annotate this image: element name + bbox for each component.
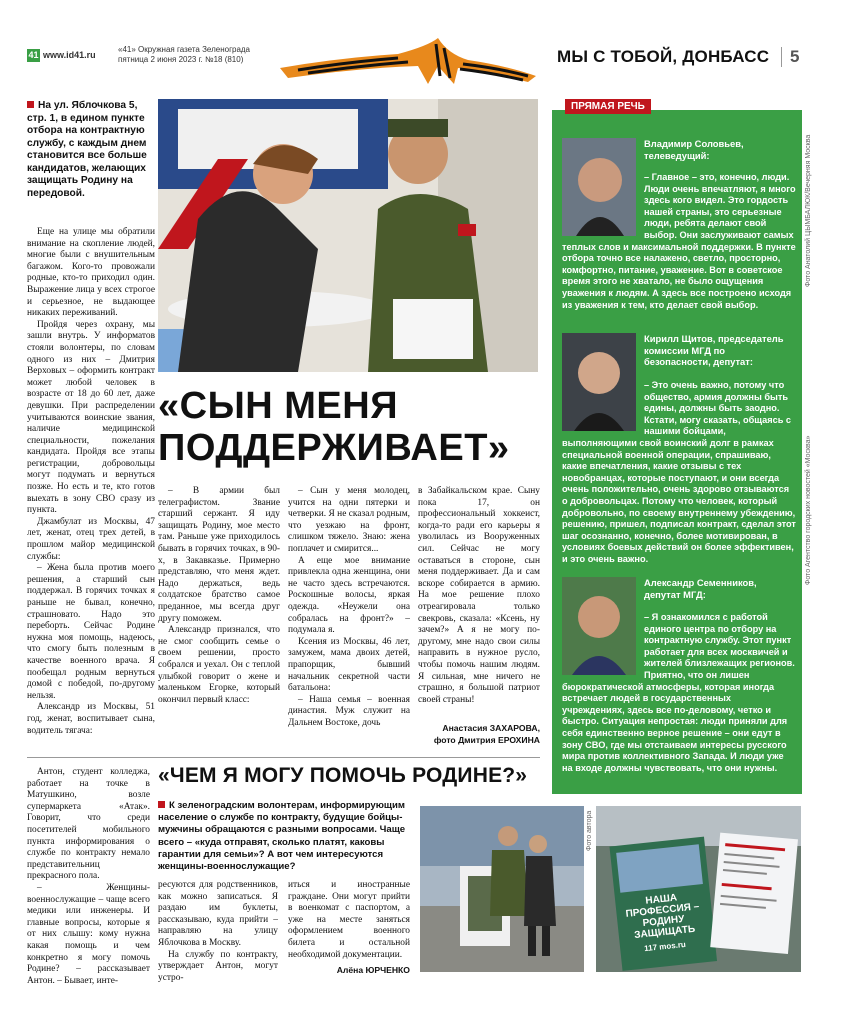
article2-byline: Алёна ЮРЧЕНКО [336,965,410,975]
photo-credit-1: Фото Анатолий ЦЫМБАЛЮК/Вечерняя Москва [805,134,812,287]
byline-photo: фото Дмитрия ЕРОХИНА [433,735,540,745]
article1-col4: в Забайкальском крае. Сыну пока 17, он профессиональный хоккеист, когда-то ради его карьеры я уволилась из Вооруженных сил. Сейчас не могу оставаться в стороне, сын меня поддерживает. Да и сам вскоре собирается в армию. На мое решение плохо отреагировала только свекровь, сказала: «Ксень, ну зачем?» А я не могу по-другому, мне надо свои силы направить в нужное русло, чтобы помочь нашим людям. Я сильная, мне ничего не страшно, я большой патриот своей страны! [418,486,540,705]
photo-credit-author: Фото автора [586,810,593,851]
booklets-photo [596,806,801,972]
byline-author: Анастасия ЗАХАРОВА, [442,723,540,733]
quote1-author: Владимир Соловьев, телеведущий: [644,138,744,161]
quote2-text: – Это очень важно, потому что общество, армия должны быть едины, должны быть заодно. Кстати, могу сказать, общаясь с нашими бойцами, выполняющими свой воинский долг в рамках специальной военной операции, спрашиваю, какие впечатления, какие отзывы с тех новобранцах, которые поступают, и они всегда очень положительно, очень здорово отзываются о добровольцах. Потому что человек, который добровольно, по своему внутреннему убеждению, решению, пришел, подписал контракт, сделал этот шаг осознанно, конечно, более мотивирован, в условиях боевых действий он более эффективен, и это очень важно. [562,380,796,564]
article1-headline [158,385,543,469]
bullet-square-icon [27,101,34,108]
article1-lead: На ул. Яблочкова 5, стр. 1, в едином пункте отбора на контрактную службу, с каждым днем становится все больше кандидатов, желающих защищать Родину на передовой. [27,100,147,199]
direct-speech-tag: ПРЯМАЯ РЕЧЬ [565,99,651,114]
article1-byline [400,722,540,746]
booklet-phone: 117 mos.ru [643,939,687,954]
headline-line2: ПОДДЕРЖИВАЕТ» [158,427,510,469]
quote3-text: – Я ознакомился с работой единого центра по отбору на контрактную службу. Этот пункт работает для всех москвичей и жителей близлежащих регионов. Приятно, что он лишен бюрократической атмосферы, которая иногда встречает людей в государственных учреждениях, здесь все по-деловому, четко и быстро. Ситуация непростая: люди приняли для себя единственно верное решение – они едут в зону СВО, где мы отстаиваем интересы русского мира против коллективного Запада. И люди уже на входе должны чувствовать, что они нужны. [562,612,795,773]
site-logo-icon: 41 [28,50,39,60]
article1-col2: – В армии был телеграфистом. Звание старший сержант. Я иду защищать Родину, мое место там. Раньше уже приходилось бывать в горячих точках, в 90-х, в Закавказье. Примерно представляю, что меня ждет. Надо держаться, ведь солдатское братство самое преданное, мы всегда друг другу поможем. Александр признался, что не смог сообщить семье о своем решении, просто собрался и уехал. Он с теплой улыбкой говорит о жене и маленьком Егорке, который окончил первый класс: [158,486,280,705]
article1-col3: – Сын у меня молодец, учится на одни пятерки и четверки. Я не сказал родным, что уезжаю на фронт, слишком тяжело. Знаю: жена поплачет и смирится... А еще мое внимание привлекла одна женщина, они не часто здесь встречаются. Роскошные волосы, яркая одежда. «Неужели она собралась на фронт?» – подумала я. Ксения из Москвы, 46 лет, замужем, мама двоих детей, прапорщик, бывший начальник секретной части батальона: – Наша семья – военная династия. Муж служит на Дальнем Востоке, дочь [288,486,410,728]
quote3-author: Александр Семенников, депутат МГД: [644,577,757,600]
section-rule [27,757,540,758]
article2-col1: Антон, студент колледжа, работает на точке в Матушкино, возле супермаркета «Атак». Говорит, что среди посетителей мобильного пункта информирования о службе по контракту немало представительниц прекрасного пола. – Женщины-военнослужащие – чаще всего медики или инженеры. И главные вопросы, которые я от них слышу: кому нужна какая помощь и чем конкретно я могу помочь Родине? – рассказывает Антон. – Бывает, инте- [27,767,150,986]
section-divider [781,47,782,67]
section-title: МЫ С ТОБОЙ, ДОНБАСС [557,47,770,66]
site-url[interactable]: www.id41.ru [43,50,96,60]
article2-col3: иться и иностранные граждане. Они могут прийти в военкомат с паспортом, а уже на месте заняться оформлением военного билета и остальной необходимой документации. [288,880,410,960]
quote2-author: Кирилл Щитов, председатель комиссии МГД по безопасности, депутат: [644,333,784,368]
bullet-square-icon [158,801,165,808]
volunteer-stand-photo [420,806,584,972]
paper-issue: пятница 2 июня 2023 г. №18 (810) [118,55,244,64]
page-number: 5 [790,47,800,66]
st-george-ribbon-icon [278,36,538,86]
article2-lead: К зеленоградским волонтерам, информирующим население о службе по контракту, будущие бойцы-мужчины обращаются с разными вопросами. Чаще всего – «куда отправят, сколько платят, каковы гарантии для семьи»? А вот чем интересуются женщины-военнослужащие? [158,800,406,873]
article1-col1: Еще на улице мы обратили внимание на скопление людей, многие были с внушительным багажом. Кого-то провожали родные, кто-то приходил один. Выражение лица у всех строгое и серьезное, не выдающее никаких переживаний. Пройдя через охрану, мы зашли внутрь. У информатов стояли волонтеры, по словам одного из них – Дмитрия Верховых – оформить контракт может любой человек в возрасте от 18 до 60 лет, даже девушки. При распределении учитываются воинские звания, наличие медицинской специальности, пожелания кандидата. Пройдя все этапы регистрации, добровольцы могут подумать и вернуться позже. Но есть и те, кто готов выехать в зону СВО сразу из пункта. Джамбулат из Москвы, 47 лет, женат, отец трех детей, в прошлом майор медицинской службы: – Жена была против моего решения, а старший сын поддержал. В горячих точках я раньше не бывал, конечно, страшновато. Надо это переборть. Сейчас Родине нужна моя помощь, надеюсь, что смогу быть полезным в качестве военного врача. Я пообещал родным вернуться домой с победой, по-другому нельзя. Александр из Москвы, 51 год, женат, воспитывает сына, водитель тягача: [27,227,155,736]
booklet-title: НАША ПРОФЕССИЯ – РОДИНУ ЗАЩИЩАТЬ [625,892,700,942]
quote1-text: – Главное – это, конечно, люди. Люди очень впечатляют, я много здесь кого видел. Это гордость нашей страны, это серьезные люди, ребята делают свой выбор. Они заслуживают самых теплых слов и максимальной поддержки. В пункте отбора точно все налажено, светло, просторно, комфортно, питание, уважение. Вот в советское время этого не хватало, не было ощущения уважения к людям. А здесь все построено исходя из уважения к тем, кто делает свой выбор. [562,172,796,310]
masthead [0,36,845,86]
photo-credit-2: Фото Агентство городских новостей «Москва» [805,435,812,585]
recruitment-center-photo [158,99,538,372]
article2-col2: ресуются для родственников, как можно записаться. Я раздаю им буклеты, рассказываю, куда прийти – направляю на улицу Яблочкова в Москву. На службу по контракту, утверждает Антон, могут устро- [158,880,278,983]
headline-line1: «СЫН МЕНЯ [158,385,399,427]
paper-title: «41» Окружная газета Зеленограда [118,45,251,54]
article2-headline: «ЧЕМ Я МОГУ ПОМОЧЬ РОДИНЕ?» [158,764,528,787]
